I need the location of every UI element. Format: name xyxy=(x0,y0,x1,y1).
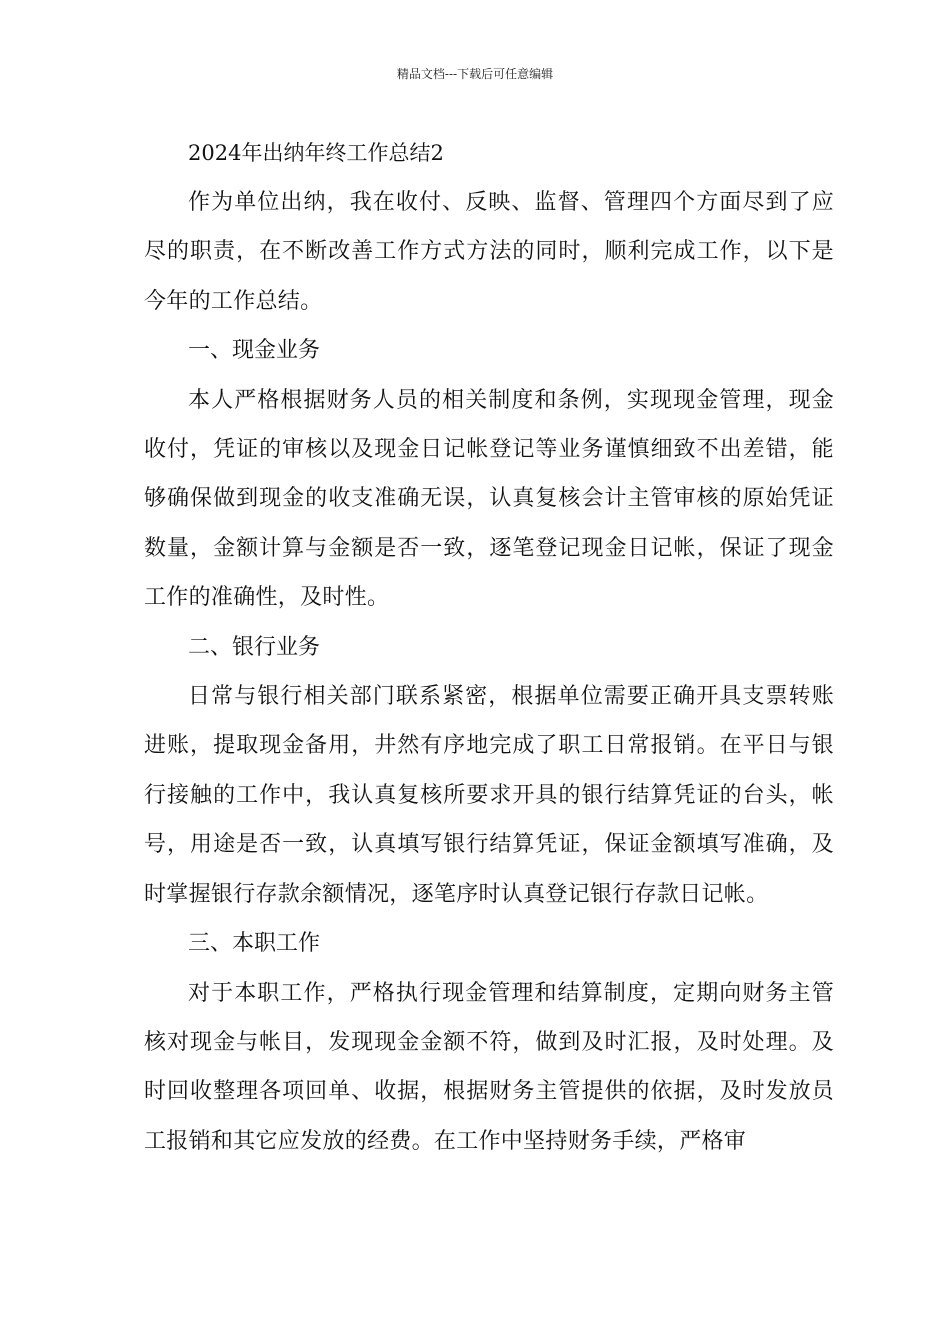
section-body-duties: 对于本职工作，严格执行现金管理和结算制度，定期向财务主管核对现金与帐目，发现现金金额不符，做到及时汇报，及时处理。及时回收整理各项回单、收据，根据财务主管提供的依据，及时发放员工报销和其它应发放的经费。在工作中坚持财务手续，严格审 xyxy=(144,980,834,1154)
document-body xyxy=(144,132,834,1166)
page-header: 精品文档---下载后可任意编辑 xyxy=(396,67,554,81)
section-body-bank: 日常与银行相关部门联系紧密，根据单位需要正确开具支票转账进账，提取现金备用，井然有序地完成了职工日常报销。在平日与银行接触的工作中，我认真复核所要求开具的银行结算凭证的台头，帐号，用途是否一致，认真填写银行结算凭证，保证金额填写准确，及时掌握银行存款余额情况，逐笔序时认真登记银行存款日记帐。 xyxy=(144,684,834,907)
section-heading-bank: 二、银行业务 xyxy=(188,634,321,660)
section-body-cash: 本人严格根据财务人员的相关制度和条例，实现现金管理，现金收付，凭证的审核以及现金日记帐登记等业务谨慎细致不出差错，能够确保做到现金的收支准确无误，认真复核会计主管审核的原始凭证数量，金额计算与金额是否一致，逐笔登记现金日记帐，保证了现金工作的准确性，及时性。 xyxy=(144,387,834,611)
section-heading-duties: 三、本职工作 xyxy=(188,931,321,957)
intro-paragraph: 作为单位出纳，我在收付、反映、监督、管理四个方面尽到了应尽的职责，在不断改善工作方式方法的同时，顺利完成工作，以下是今年的工作总结。 xyxy=(144,190,834,314)
document-title: 2024年出纳年终工作总结2 xyxy=(188,141,444,165)
section-heading-cash: 一、现金业务 xyxy=(188,338,321,364)
